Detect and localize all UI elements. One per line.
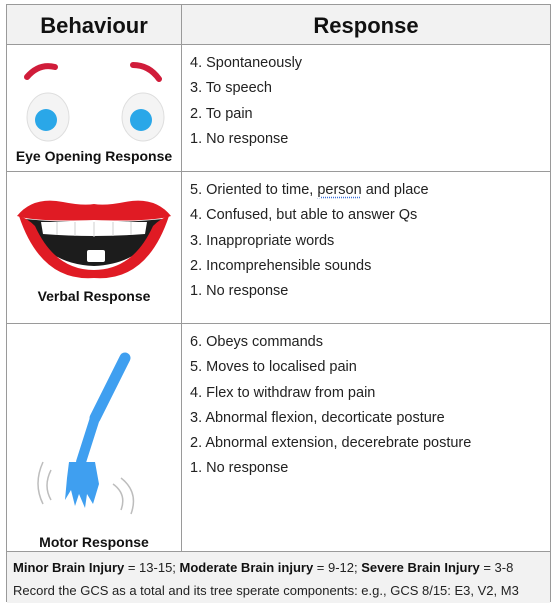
motor-response-item: 2. Abnormal extension, decerebrate posture (190, 435, 472, 452)
verbal-response-text: 5. Oriented to time, (190, 182, 318, 198)
minor-injury-label: Minor Brain Injury (13, 560, 125, 575)
verbal-response-item (190, 178, 429, 203)
gcs-table (6, 4, 551, 602)
hand (65, 462, 99, 508)
eye-response-item: 2. To pain (190, 105, 253, 122)
motion-line-right (113, 484, 123, 510)
response-header-cell (182, 5, 550, 44)
spellcheck-marked-word: person (317, 182, 362, 198)
left-iris (35, 109, 57, 131)
moderate-injury-value: = 9-12; (313, 560, 362, 575)
eye-behaviour-cell (7, 45, 182, 171)
motor-response-item: 3. Abnormal flexion, decorticate posture (190, 409, 445, 426)
verbal-response-item: 1. No response (190, 283, 289, 300)
right-iris (130, 109, 152, 131)
motor-behaviour-cell (7, 324, 182, 551)
eye-response-item: 3. To speech (190, 80, 272, 97)
eye-opening-row (7, 45, 550, 172)
motor-row (7, 324, 550, 552)
lower-tooth (87, 250, 105, 262)
verbal-response-item: 2. Incomprehensible sounds (190, 257, 372, 274)
verbal-behaviour-cell (7, 172, 182, 323)
severe-injury-label: Severe Brain Injury (361, 560, 480, 575)
motor-response-item: 1. No response (190, 460, 289, 477)
minor-injury-value: = 13-15; (124, 560, 180, 575)
footer-row (7, 552, 550, 603)
header-row (7, 5, 550, 45)
record-instruction: Record the GCS as a total and its tree sperate components: e.g., GCS 8/15: E3, V2, M3 (13, 583, 519, 598)
severe-injury-value: = 3-8 (479, 560, 514, 575)
verbal-response-cell (182, 172, 550, 323)
arm-illustration (17, 344, 167, 524)
eye-response-item: 4. Spontaneously (190, 55, 303, 71)
mouth-illustration (13, 186, 175, 282)
upper-lip (17, 201, 171, 221)
eye-opening-caption: Eye Opening Response (15, 148, 173, 164)
response-header: Response (313, 13, 419, 38)
left-eyebrow (27, 66, 55, 77)
right-eyebrow (133, 65, 159, 79)
forearm (81, 418, 95, 462)
motor-response-item: 4. Flex to withdraw from pain (190, 384, 376, 401)
moderate-injury-label: Moderate Brain injury (179, 560, 314, 575)
verbal-caption: Verbal Response (37, 288, 151, 304)
severity-line (13, 560, 513, 575)
motor-caption: Motor Response (39, 534, 149, 550)
verbal-response-list (190, 178, 429, 304)
motor-response-item: 5. Moves to localised pain (190, 359, 357, 376)
motor-response-list (190, 330, 471, 482)
upper-arm (95, 358, 125, 418)
verbal-row (7, 172, 550, 324)
motor-response-cell (182, 324, 550, 551)
behaviour-header-cell (7, 5, 182, 44)
eye-response-list (190, 51, 302, 152)
verbal-response-text: and place (361, 182, 429, 198)
motor-response-item: 6. Obeys commands (190, 334, 323, 350)
verbal-response-item: 3. Inappropriate words (190, 232, 335, 249)
eye-response-item: 1. No response (190, 130, 289, 147)
verbal-response-item: 4. Confused, but able to answer Qs (190, 207, 418, 224)
behaviour-header: Behaviour (40, 13, 148, 38)
motion-line-left (38, 462, 43, 504)
eyes-illustration (15, 53, 175, 143)
eye-response-cell (182, 45, 550, 171)
